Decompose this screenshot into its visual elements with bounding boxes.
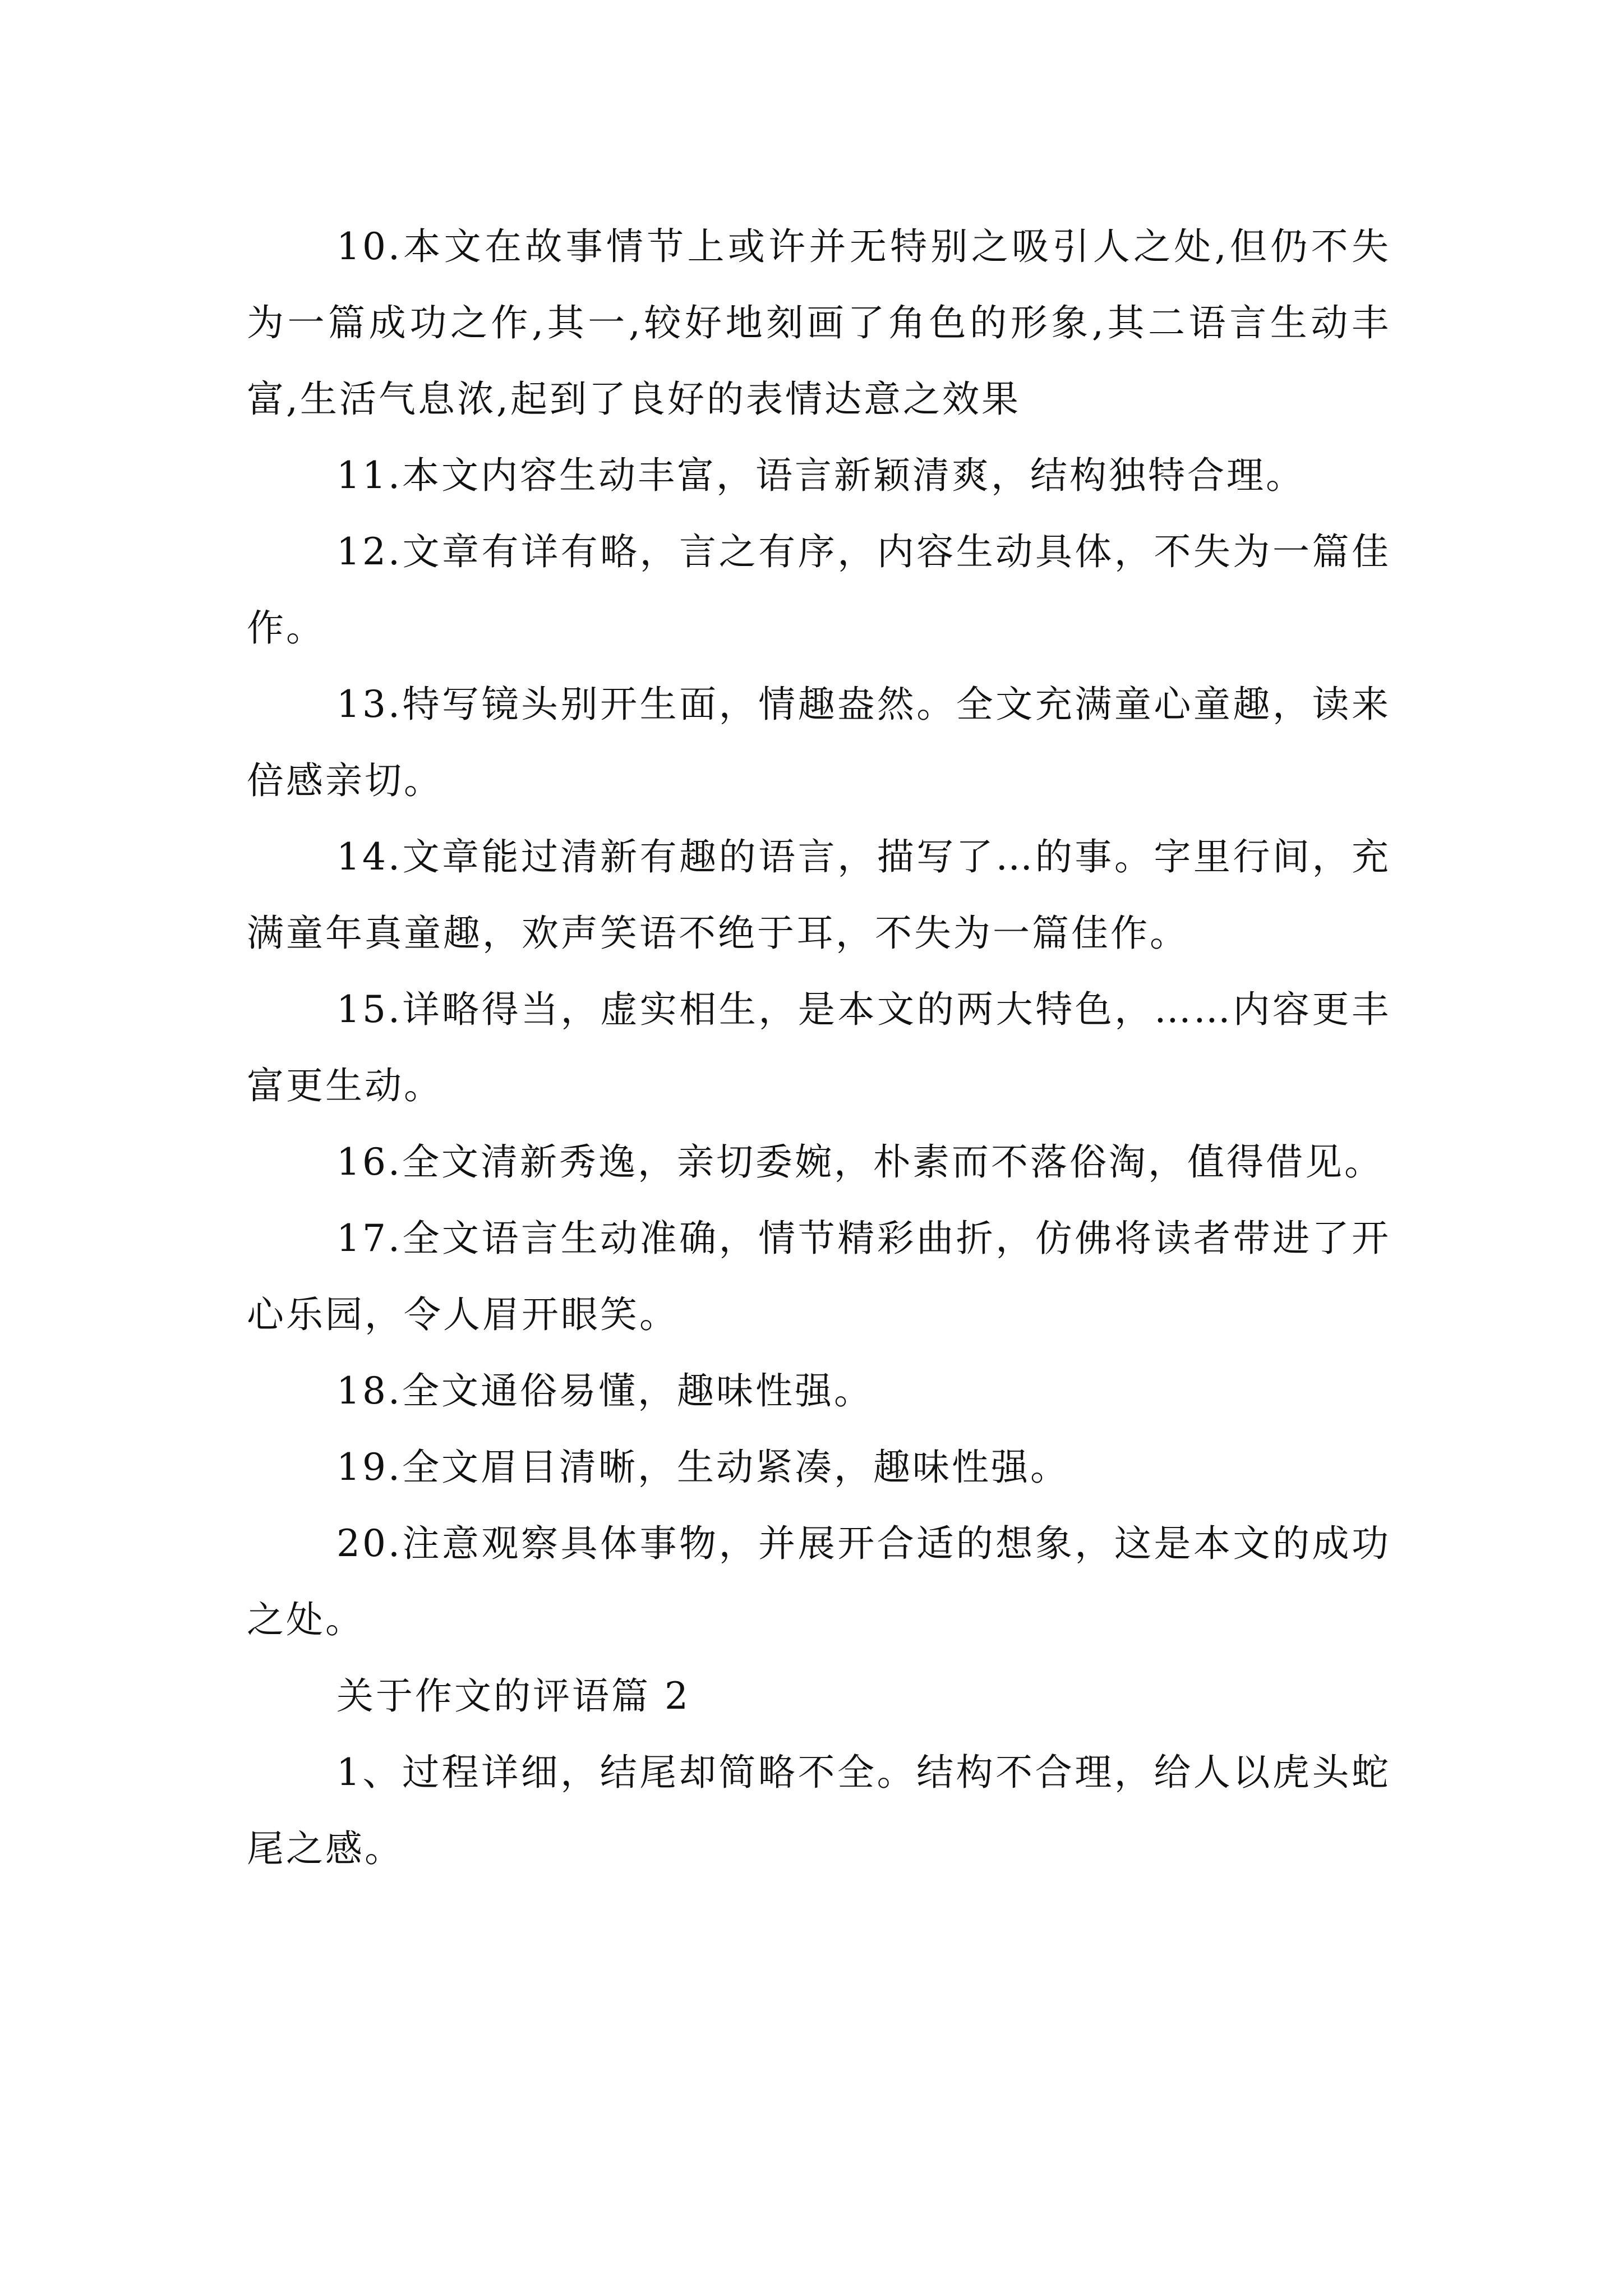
comment-paragraph-17: 17.全文语言生动准确，情节精彩曲折，仿佛将读者带进了开心乐园，令人眉开眼笑。 <box>247 1217 1391 1336</box>
comment-paragraph-19: 19.全文眉目清晰，生动紧凑，趣味性强。 <box>336 1446 1069 1489</box>
comment-paragraph-15: 15.详略得当，虚实相生，是本文的两大特色，……内容更丰富更生动。 <box>247 988 1391 1107</box>
section-heading: 关于作文的评语篇 2 <box>336 1674 690 1718</box>
document-body <box>247 209 1391 1887</box>
comment-paragraph-13: 13.特写镜头别开生面，情趣盎然。全文充满童心童趣，读来倍感亲切。 <box>247 683 1391 802</box>
comment-paragraph-16: 16.全文清新秀逸，亲切委婉，朴素而不落俗淘，值得借见。 <box>336 1140 1384 1184</box>
comment-paragraph-14: 14.文章能过清新有趣的语言，描写了…的事。字里行间，充满童年真童趣，欢声笑语不绝于耳，不失为一篇佳作。 <box>247 835 1391 955</box>
comment-paragraph-12: 12.文章有详有略，言之有序，内容生动具体，不失为一篇佳作。 <box>247 530 1391 650</box>
comment-paragraph-20: 20.注意观察具体事物，并展开合适的想象，这是本文的成功之处。 <box>247 1522 1391 1641</box>
section-paragraph-1: 1、过程详细，结尾却简略不全。结构不合理，给人以虎头蛇尾之感。 <box>247 1751 1391 1870</box>
comment-paragraph-11: 11.本文内容生动丰富，语言新颖清爽，结构独特合理。 <box>336 454 1305 497</box>
comment-paragraph-10: 10.本文在故事情节上或许并无特别之吸引人之处,但仍不失为一篇成功之作,其一,较好地刻画了角色的形象,其二语言生动丰富,生活气息浓,起到了良好的表情达意之效果 <box>247 225 1391 421</box>
comment-paragraph-18: 18.全文通俗易懂，趣味性强。 <box>336 1369 873 1412</box>
